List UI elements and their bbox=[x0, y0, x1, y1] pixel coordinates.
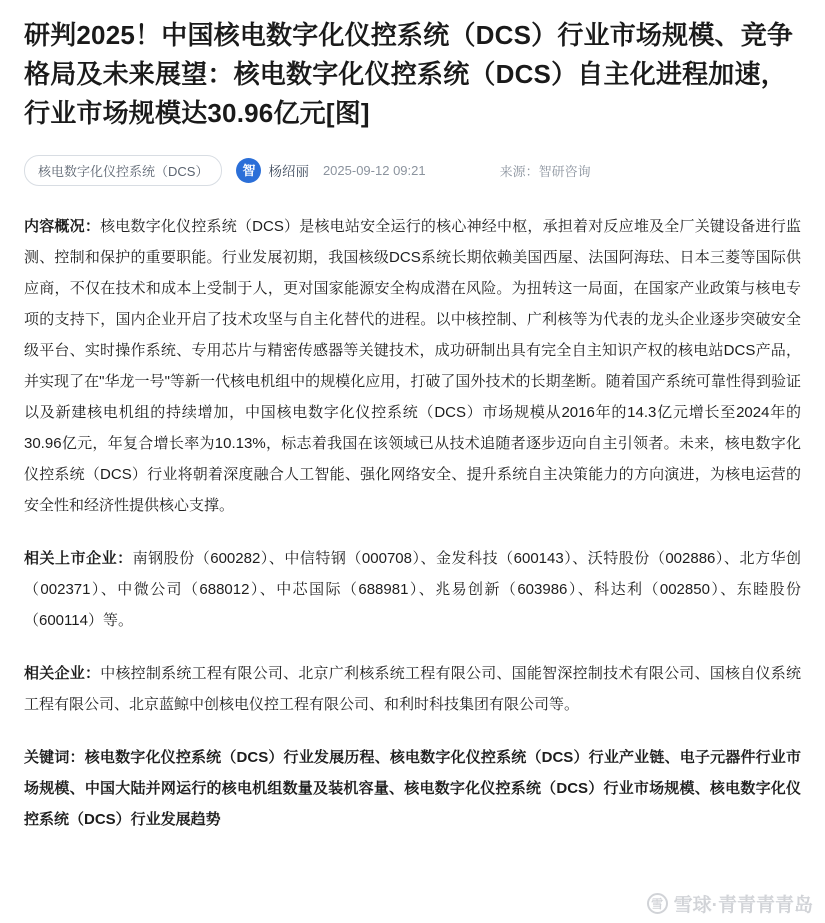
publish-timestamp: 2025-09-12 09:21 bbox=[322, 162, 426, 178]
source-prefix: 来源： bbox=[499, 163, 539, 179]
listed-companies-label: 相关上市企业： bbox=[24, 550, 133, 567]
overview-label: 内容概况： bbox=[24, 218, 101, 235]
overview-paragraph bbox=[24, 211, 801, 521]
source-name: 智研咨询 bbox=[538, 163, 591, 179]
keywords-text: 核电数字化仪控系统（DCS）行业发展历程、核电数字化仪控系统（DCS）行业产业链、电子元器件行业市场规模、中国大陆并网运行的核电机组数量及装机容量、核电数字化仪控系统（DCS）行业市场规模、核电数字化仪控系统（DCS）行业发展趋势 bbox=[24, 749, 801, 828]
listed-companies-paragraph bbox=[24, 543, 801, 636]
avatar-initial: 智 bbox=[242, 162, 256, 178]
keywords-label: 关键词： bbox=[24, 749, 85, 766]
author-block[interactable] bbox=[236, 158, 309, 183]
related-companies-text: 中核控制系统工程有限公司、北京广利核系统工程有限公司、国能智深控制技术有限公司、国核自仪系统工程有限公司、北京蓝鲸中创核电仪控工程有限公司、和利时科技集团有限公司等。 bbox=[24, 665, 801, 713]
avatar bbox=[236, 158, 261, 183]
overview-text: 核电数字化仪控系统（DCS）是核电站安全运行的核心神经中枢，承担着对反应堆及全厂关键设备进行监测、控制和保护的重要职能。行业发展初期，我国核级DCS系统长期依赖美国西屋、法国阿海珐、日本三菱等国际供应商，不仅在技术和成本上受制于人，更对国家能源安全构成潜在风险。为扭转这一局面，在国家产业政策与核电专项的支持下，国内企业开启了技术攻坚与自主化替代的进程。以中核控制、广利核等为代表的龙头企业逐步突破安全级平台、实时操作系统、专用芯片与精密传感器等关键技术，成功研制出具有完全自主知识产权的核电站DCS产品，并实现了在"华龙一号"等新一代核电机组中的规模化应用，打破了国外技术的长期垄断。随着国产系统可靠性得到验证以及新建核电机组的持续增加，中国核电数字化仪控系统（DCS）市场规模从2016年的14.3亿元增长至2024年的30.96亿元，年复合增长率为10.13%，标志着我国在该领域已从技术追随者逐步迈向自主引领者。未来，核电数字化仪控系统（DCS）行业将朝着深度融合人工智能、强化网络安全、提升系统自主决策能力的方向演进，为核电运营的安全性和经济性提供核心支撑。 bbox=[24, 218, 801, 514]
related-companies-label: 相关企业： bbox=[24, 665, 101, 682]
source-label bbox=[500, 161, 591, 180]
topic-tag[interactable]: 核电数字化仪控系统（DCS） bbox=[24, 155, 222, 186]
author-name: 杨绍丽 bbox=[268, 164, 309, 179]
snowball-logo-icon: 雪 bbox=[647, 893, 668, 914]
page-title: 研判2025！中国核电数字化仪控系统（DCS）行业市场规模、竞争格局及未来展望：核电数字化仪控系统（DCS）自主化进程加速，行业市场规模达30.96亿元[图] bbox=[24, 20, 794, 128]
keywords-paragraph bbox=[24, 742, 801, 835]
article-meta-row bbox=[24, 155, 801, 185]
watermark bbox=[647, 890, 813, 917]
watermark-text: 雪球·青青青青岛 bbox=[673, 895, 813, 916]
listed-companies-text: 南钢股份（600282）、中信特钢（000708）、金发科技（600143）、沃特股份（002886）、北方华创（002371）、中微公司（688012）、中芯国际（688981）、兆易创新（603986）、科达利（002850）、东睦股份（600114）等。 bbox=[24, 550, 801, 629]
related-companies-paragraph bbox=[24, 658, 801, 720]
